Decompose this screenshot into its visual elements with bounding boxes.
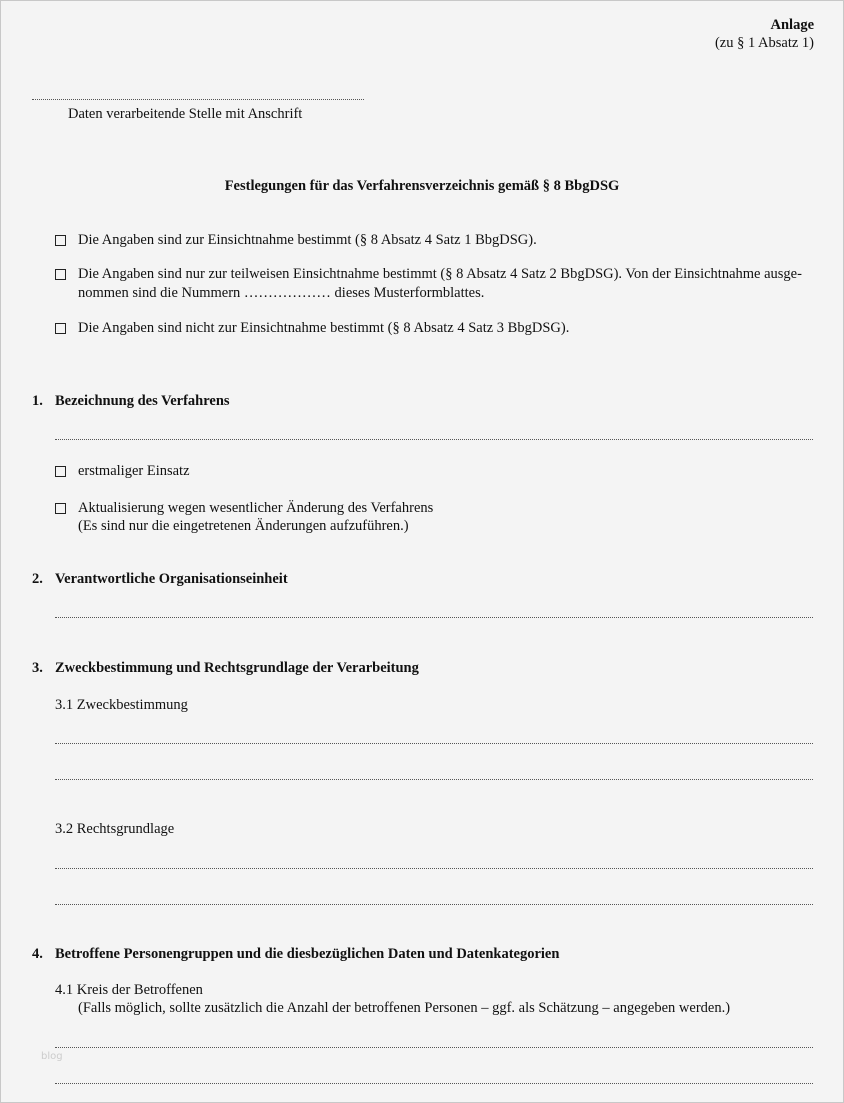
subsection-label: 3.2 Rechtsgrundlage [55,821,175,837]
org-unit-field[interactable] [55,617,813,618]
legal-basis-field-line-1[interactable] [55,868,813,869]
option-note: (Es sind nur die eingetretenen Änderungen aufzuführen.) [78,518,409,534]
affected-persons-field-line-1[interactable] [55,1047,813,1048]
section-title: Zweckbestimmung und Rechtsgrundlage der Verarbeitung [55,660,419,676]
annex-title: Anlage [770,17,814,33]
checkbox-update[interactable] [55,503,66,514]
watermark: blog [41,1051,63,1062]
option-label-continued: nommen sind die Nummern ……………… dieses Musterformblattes. [78,285,485,301]
checkbox-no-access[interactable] [55,323,66,334]
option-label: Aktualisierung wegen wesentlicher Änderung des Verfahrens [78,500,434,516]
checkbox-first-use[interactable] [55,466,66,477]
sender-label: Daten verarbeitende Stelle mit Anschrift [68,106,303,122]
subsection-label: 3.1 Zweckbestimmung [55,697,188,713]
option-label: erstmaliger Einsatz [78,463,190,479]
affected-persons-field-line-2[interactable] [55,1083,813,1084]
section-title: Bezeichnung des Verfahrens [55,393,230,409]
sender-address-field[interactable] [32,99,364,100]
legal-basis-field-line-2[interactable] [55,904,813,905]
section-number: 1. [32,393,43,409]
subsection-note: (Falls möglich, sollte zusätzlich die Anzahl der betroffenen Personen – ggf. als Schätzung – angegeben werden.) [78,1000,731,1016]
section-title: Betroffene Personengruppen und die diesbezüglichen Daten und Datenkategorien [55,946,560,962]
section-number: 4. [32,946,43,962]
section-number: 3. [32,660,43,676]
annex-reference: (zu § 1 Absatz 1) [714,35,814,51]
section-number: 2. [32,571,43,587]
purpose-field-line-2[interactable] [55,779,813,780]
purpose-field-line-1[interactable] [55,743,813,744]
section-title: Verantwortliche Organisationseinheit [55,571,288,587]
option-label: Die Angaben sind nur zur teilweisen Einsichtnahme bestimmt (§ 8 Absatz 4 Satz 2 BbgDSG). Von der Einsichtnahme ausge- [78,266,802,282]
document-title: Festlegungen für das Verfahrensverzeichnis gemäß § 8 BbgDSG [224,178,620,194]
checkbox-partial-access[interactable] [55,269,66,280]
option-label: Die Angaben sind nicht zur Einsichtnahme bestimmt (§ 8 Absatz 4 Satz 3 BbgDSG). [78,320,570,336]
subsection-label: 4.1 Kreis der Betroffenen [55,982,203,998]
procedure-name-field[interactable] [55,439,813,440]
checkbox-full-access[interactable] [55,235,66,246]
option-label: Die Angaben sind zur Einsichtnahme bestimmt (§ 8 Absatz 4 Satz 1 BbgDSG). [78,232,537,248]
